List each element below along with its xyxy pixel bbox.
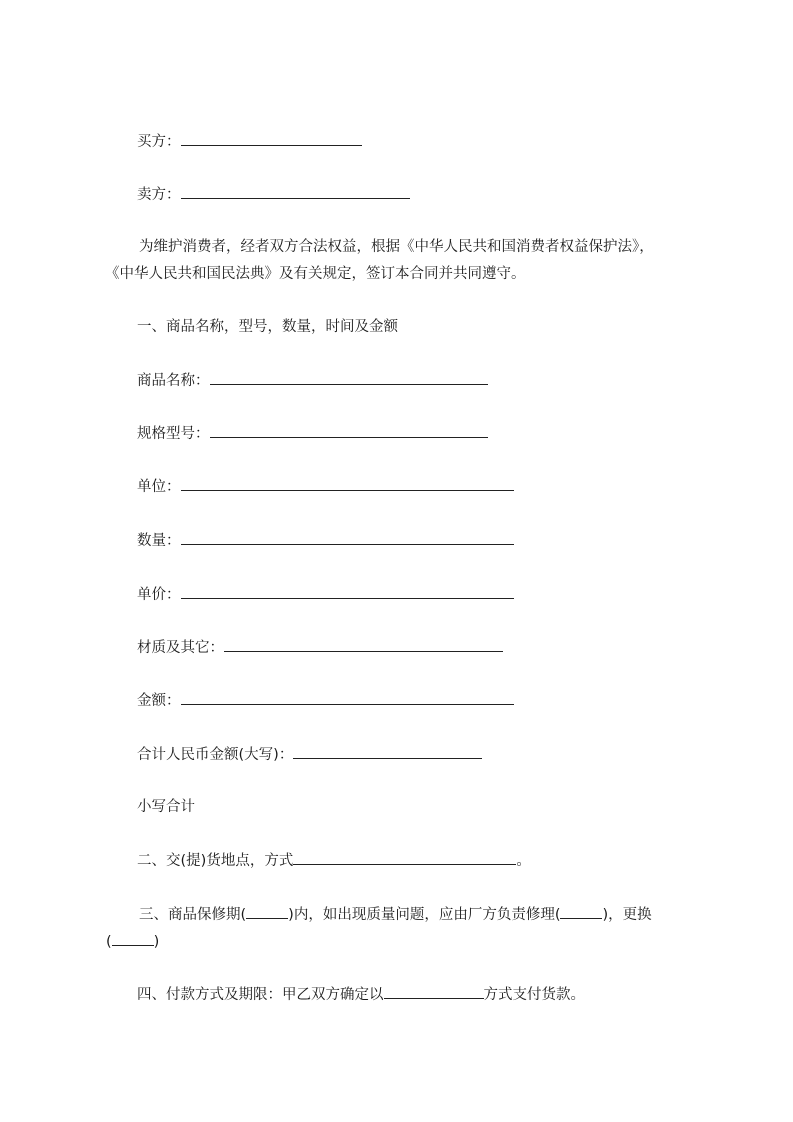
section3-part3: )，更换 — [602, 907, 652, 923]
delivery-blank[interactable] — [293, 850, 516, 865]
section2-row — [137, 850, 531, 870]
section3-close: ) — [153, 934, 160, 950]
subtotal-lower: 小写合计 — [137, 799, 195, 815]
material-other-row — [137, 637, 503, 657]
product-name-label: 商品名称： — [137, 373, 210, 389]
intro-line-1: 为维护消费者，经者双方合法权益，根据《中华人民共和国消费者权益保护法》， — [139, 239, 654, 255]
quantity-row — [137, 530, 514, 550]
unit-price-label: 单价： — [137, 587, 181, 603]
section3-line-2 — [106, 931, 159, 951]
amount-row — [137, 690, 514, 710]
buyer-blank[interactable] — [181, 131, 362, 146]
seller-label: 卖方： — [137, 187, 181, 203]
unit-label: 单位： — [137, 479, 181, 495]
section3-line-1 — [139, 904, 652, 924]
total-upper-row — [137, 744, 482, 764]
buyer-label: 买方： — [137, 134, 181, 150]
section4-suffix: 方式支付货款。 — [483, 987, 585, 1003]
section3-open: ( — [106, 934, 112, 950]
section4-row — [137, 984, 585, 1004]
section3-part1: 三、商品保修期( — [139, 907, 247, 923]
seller-row — [137, 184, 410, 204]
spec-model-blank[interactable] — [210, 423, 488, 438]
quantity-label: 数量： — [137, 533, 181, 549]
intro-line-2: 《中华人民共和国民法典》及有关规定，签订本合同并共同遵守。 — [105, 266, 526, 282]
unit-price-row — [137, 584, 514, 604]
unit-blank[interactable] — [181, 476, 514, 491]
warranty-period-blank[interactable] — [246, 904, 288, 919]
section4-label: 四、付款方式及期限：甲乙双方确定以 — [137, 987, 384, 1003]
unit-row — [137, 476, 514, 496]
amount-label: 金额： — [137, 693, 181, 709]
section2-label: 二、交(提)货地点，方式 — [137, 853, 294, 869]
buyer-row — [137, 131, 362, 151]
section2-suffix: 。 — [516, 853, 531, 869]
material-other-blank[interactable] — [224, 637, 503, 652]
replace-blank[interactable] — [112, 931, 154, 946]
quantity-blank[interactable] — [181, 530, 514, 545]
spec-model-row — [137, 423, 488, 443]
total-upper-blank[interactable] — [293, 744, 482, 759]
unit-price-blank[interactable] — [181, 584, 514, 599]
amount-blank[interactable] — [181, 690, 514, 705]
repair-blank[interactable] — [560, 904, 602, 919]
seller-blank[interactable] — [181, 184, 410, 199]
section3-part2: )内，如出现质量问题，应由厂方负责修理( — [288, 907, 561, 923]
material-other-label: 材质及其它： — [137, 640, 224, 656]
total-upper-label: 合计人民币金额(大写)： — [137, 747, 294, 763]
product-name-blank[interactable] — [210, 370, 488, 385]
section1-title: 一、商品名称，型号，数量，时间及金额 — [137, 319, 398, 335]
product-name-row — [137, 370, 488, 390]
spec-model-label: 规格型号： — [137, 426, 210, 442]
payment-method-blank[interactable] — [384, 984, 484, 999]
